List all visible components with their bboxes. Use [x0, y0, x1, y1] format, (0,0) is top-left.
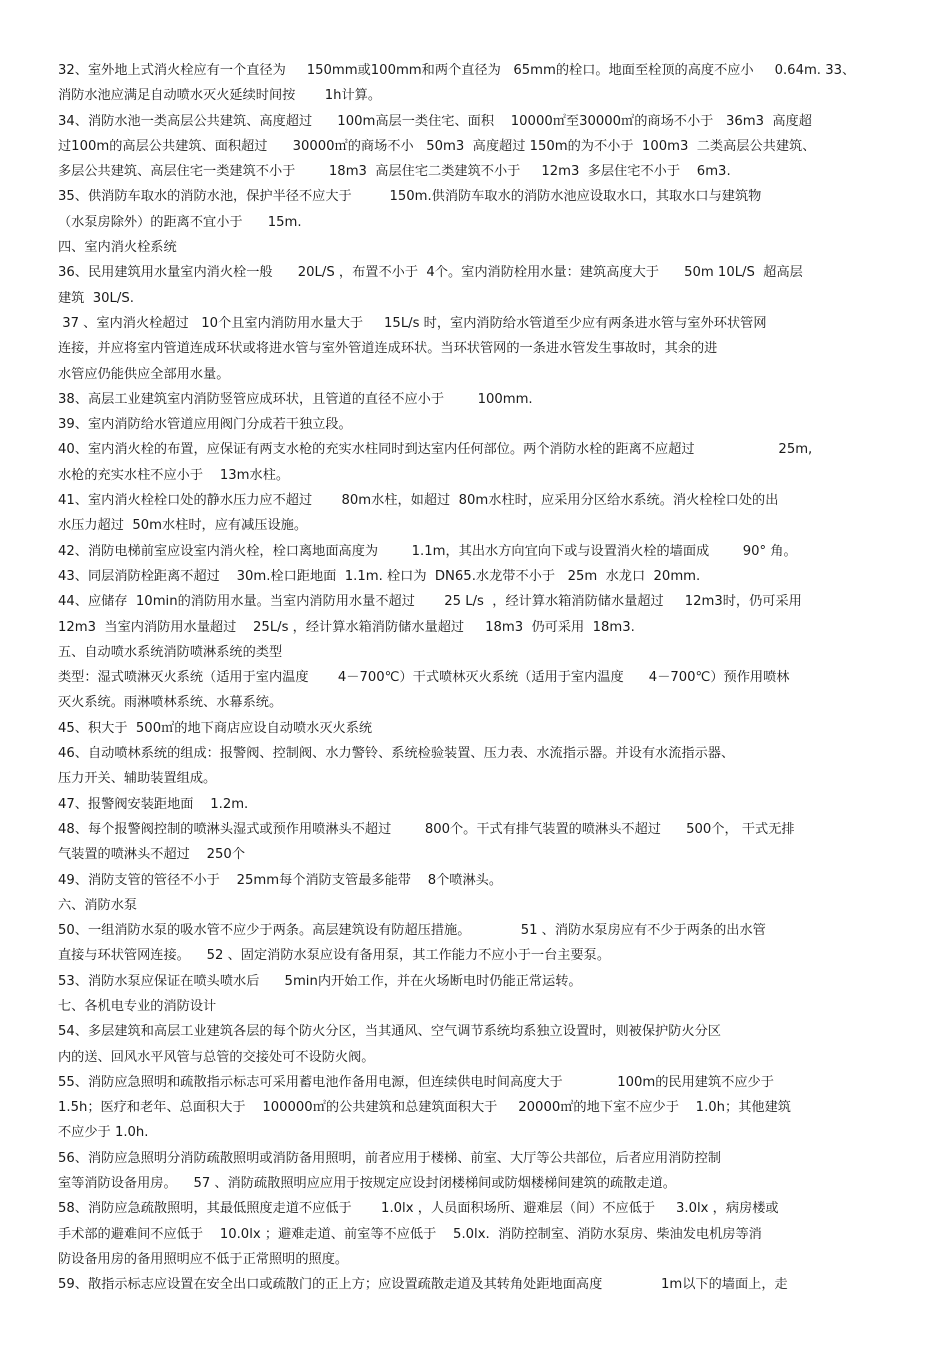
text-line: 压力开关、辅助装置组成。 — [58, 771, 217, 787]
text-line: 41、室内消火栓栓口处的静水压力应不超过 80m水柱，如超过 80m水柱时，应采用分区给水系统。消火栓栓口处的出 — [58, 493, 779, 509]
text-line: 53、消防水泵应保证在喷头喷水后 5min内开始工作，并在火场断电时仍能正常运转。 — [58, 973, 582, 989]
text-line: 1.5h；医疗和老年、总面积大于 100000㎡的公共建筑和总建筑面积大于 20000㎡的地下室不应少于 1.0h；其他建筑 — [58, 1100, 791, 1116]
text-line: 46、自动喷林系统的组成：报警阀、控制阀、水力警铃、系统检验装置、压力表、水流指示器。并设有水流指示器、 — [58, 746, 735, 762]
text-line: 56、消防应急照明分消防疏散照明或消防备用照明，前者应用于楼梯、前室、大厅等公共部位，后者应用消防控制 — [58, 1150, 721, 1166]
text-line: 43、同层消防栓距离不超过 30m.栓口距地面 1.1m. 栓口为 DN65.水龙带不小于 25m 水龙口 20mm. — [58, 568, 701, 584]
text-line: 35、供消防车取水的消防水池，保护半径不应大于 150m.供消防车取水的消防水池应设取水口，其取水口与建筑物 — [58, 189, 762, 205]
text-line: 内的送、回风水平风管与总管的交接处可不设防火阀。 — [58, 1049, 375, 1065]
text-line: 灭火系统。雨淋喷林系统、水幕系统。 — [58, 695, 283, 711]
text-line: 47、报警阀安装距地面 1.2m. — [58, 796, 249, 812]
text-line: 过100m的高层公共建筑、面积超过 30000㎡的商场不小 50m3 高度超过 150m的为不小于 100m3 二类高层公共建筑、 — [58, 138, 816, 154]
text-line: 40、室内消火栓的布置，应保证有两支水枪的充实水柱同时到达室内任何部位。两个消防水栓的距离不应超过 25m, — [58, 442, 813, 458]
text-line: 多层公共建筑、高层住宅一类建筑不小于 18m3 高层住宅二类建筑不小于 12m3 多层住宅不小于 6m3. — [58, 164, 731, 180]
text-line: 气装置的喷淋头不超过 250个 — [58, 847, 246, 863]
text-line: 建筑 30L/S. — [58, 290, 134, 306]
text-line: 四、室内消火栓系统 — [58, 240, 177, 256]
text-line: （水泵房除外）的距离不宜小于 15m. — [58, 214, 302, 230]
text-line: 直接与环状管网连接。 52 、固定消防水泵应设有备用泵，其工作能力不应小于一台主要泵。 — [58, 948, 611, 964]
text-line: 不应少于 1.0h. — [58, 1125, 149, 1141]
text-line: 手术部的避难间不应低于 10.0lx ；避难走道、前室等不应低于 5.0lx. 消防控制室、消防水泵房、柴油发电机房等消 — [58, 1226, 762, 1242]
text-line: 34、消防水池一类高层公共建筑、高度超过 100m高层一类住宅、面积 10000㎡至30000㎡的商场不小于 36m3 高度超 — [58, 113, 812, 129]
text-line: 42、消防电梯前室应设室内消火栓，栓口离地面高度为 1.1m，其出水方向宜向下或与设置消火栓的墙面成 90° 角。 — [58, 543, 797, 559]
text-line: 58、消防应急疏散照明，其最低照度走道不应低于 1.0lx ，人员面积场所、避难层（间）不应低于 3.0lx ，病房楼或 — [58, 1201, 779, 1217]
text-line: 六、消防水泵 — [58, 897, 138, 913]
text-line: 连接，并应将室内管道连成环状或将进水管与室外管道连成环状。当环状管网的一条进水管发生事故时，其余的进 — [58, 341, 718, 357]
text-line: 45、积大于 500㎡的地下商店应设自动喷水灭火系统 — [58, 720, 373, 736]
text-line: 五、自动喷水系统消防喷淋系统的类型 — [58, 644, 283, 660]
text-line: 37 、室内消火栓超过 10个且室内消防用水量大于 15L/s 时，室内消防给水管道至少应有两条进水管与室外环状管网 — [58, 315, 767, 331]
text-line: 水管应仍能供应全部用水量。 — [58, 366, 230, 382]
text-line: 36、民用建筑用水量室内消火栓一般 20L/S ，布置不小于 4个。室内消防栓用水量：建筑高度大于 50m 10L/S 超高层 — [58, 265, 803, 281]
text-line: 59、散指示标志应设置在安全出口或疏散门的正上方；应设置疏散走道及其转角处距地面高度 1m以下的墙面上，走 — [58, 1277, 788, 1293]
text-line: 消防水池应满足自动喷水灭火延续时间按 1h计算。 — [58, 88, 382, 104]
document-body — [58, 58, 898, 1298]
text-line: 44、应储存 10min的消防用水量。当室内消防用水量不超过 25 L/s ，经计算水箱消防储水量超过 12m3时，仍可采用 — [58, 594, 802, 610]
text-line: 水压力超过 50m水柱时，应有减压设施。 — [58, 518, 308, 534]
text-line: 水枪的充实水柱不应小于 13m水柱。 — [58, 467, 290, 483]
text-line: 防设备用房的备用照明应不低于正常照明的照度。 — [58, 1251, 349, 1267]
text-line: 12m3 当室内消防用水量超过 25L/s ，经计算水箱消防储水量超过 18m3 仍可采用 18m3. — [58, 619, 635, 635]
text-line: 54、多层建筑和高层工业建筑各层的每个防火分区，当其通风、空气调节系统均系独立设置时，则被保护防火分区 — [58, 1024, 721, 1040]
text-line: 55、消防应急照明和疏散指示标志可采用蓄电池作备用电源，但连续供电时间高度大于 100m的民用建筑不应少于 — [58, 1074, 774, 1090]
text-line: 类型：湿式喷淋灭火系统（适用于室内温度 4－700℃）干式喷林灭火系统（适用于室内温度 4－700℃）预作用喷林 — [58, 670, 790, 686]
text-line: 48、每个报警阀控制的喷淋头湿式或预作用喷淋头不超过 800个。干式有排气装置的喷淋头不超过 500个， 干式无排 — [58, 821, 795, 837]
text-line: 50、一组消防水泵的吸水管不应少于两条。高层建筑设有防超压措施。 51 、消防水泵房应有不少于两条的出水管 — [58, 923, 766, 939]
text-line: 49、消防支管的管径不小于 25mm每个消防支管最多能带 8个喷淋头。 — [58, 872, 503, 888]
text-line: 39、室内消防给水管道应用阀门分成若干独立段。 — [58, 417, 352, 433]
text-line: 七、各机电专业的消防设计 — [58, 998, 217, 1014]
text-line: 38、高层工业建筑室内消防竖管应成环状，且管道的直径不应小于 100mm. — [58, 391, 533, 407]
text-line: 室等消防设备用房。 57 、消防疏散照明应应用于按规定应设封闭楼梯间或防烟楼梯间建筑的疏散走道。 — [58, 1176, 676, 1192]
text-line: 32、室外地上式消火栓应有一个直径为 150mm或100mm和两个直径为 65mm的栓口。地面至栓顶的高度不应小 0.64m. 33、 — [58, 63, 856, 78]
